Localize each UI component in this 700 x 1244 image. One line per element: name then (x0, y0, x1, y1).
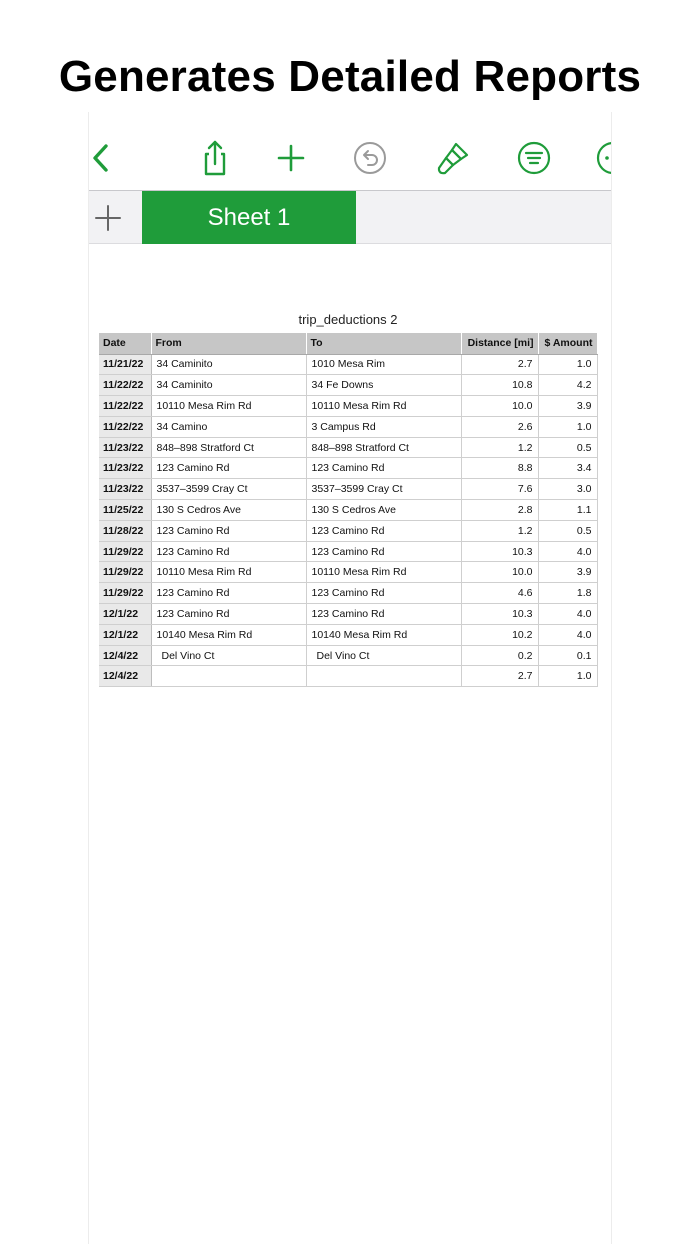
cell-distance[interactable]: 2.8 (461, 500, 538, 521)
cell-from[interactable]: 123 Camino Rd (151, 520, 306, 541)
cell-from[interactable]: 130 S Cedros Ave (151, 500, 306, 521)
header-date[interactable]: Date (99, 333, 151, 354)
cell-date[interactable]: 11/23/22 (99, 458, 151, 479)
cell-amount[interactable]: 4.0 (538, 604, 597, 625)
table-row (99, 562, 597, 583)
table-row (99, 583, 597, 604)
cell-from[interactable]: 10140 Mesa Rim Rd (151, 624, 306, 645)
cell-date[interactable]: 11/22/22 (99, 375, 151, 396)
cell-amount[interactable]: 1.8 (538, 583, 597, 604)
cell-to[interactable]: 34 Fe Downs (306, 375, 461, 396)
table-row (99, 666, 597, 687)
table-row (99, 541, 597, 562)
cell-date[interactable]: 11/29/22 (99, 541, 151, 562)
cell-amount[interactable]: 3.9 (538, 396, 597, 417)
cell-from[interactable] (151, 666, 306, 687)
share-icon (195, 138, 235, 178)
cell-to[interactable]: 1010 Mesa Rim (306, 354, 461, 375)
cell-date[interactable]: 11/25/22 (99, 500, 151, 521)
more-icon (593, 138, 612, 178)
cell-date[interactable]: 12/1/22 (99, 604, 151, 625)
cell-to[interactable]: 123 Camino Rd (306, 541, 461, 562)
organize-icon (514, 138, 554, 178)
cell-distance[interactable]: 10.3 (461, 541, 538, 562)
sheet-tab-bar (89, 190, 612, 244)
table-row (99, 375, 597, 396)
cell-date[interactable]: 11/28/22 (99, 520, 151, 541)
cell-distance[interactable]: 10.0 (461, 396, 538, 417)
cell-date[interactable]: 12/1/22 (99, 624, 151, 645)
table-row (99, 604, 597, 625)
cell-date[interactable]: 11/29/22 (99, 562, 151, 583)
table-row (99, 354, 597, 375)
format-button[interactable] (433, 138, 473, 178)
cell-distance[interactable]: 8.8 (461, 458, 538, 479)
cell-amount[interactable]: 3.0 (538, 479, 597, 500)
format-brush-icon (433, 138, 473, 178)
cell-date[interactable]: 12/4/22 (99, 666, 151, 687)
cell-date[interactable]: 11/29/22 (99, 583, 151, 604)
cell-to[interactable]: 10110 Mesa Rim Rd (306, 562, 461, 583)
cell-amount[interactable]: 4.0 (538, 624, 597, 645)
header-to[interactable]: To (306, 333, 461, 354)
cell-date[interactable]: 11/23/22 (99, 479, 151, 500)
cell-from[interactable]: 123 Camino Rd (151, 604, 306, 625)
cell-to[interactable]: Del Vino Ct (306, 645, 461, 666)
cell-to[interactable]: 123 Camino Rd (306, 458, 461, 479)
cell-from[interactable]: 10110 Mesa Rim Rd (151, 396, 306, 417)
cell-to[interactable]: 123 Camino Rd (306, 604, 461, 625)
undo-button[interactable] (350, 138, 390, 178)
more-button[interactable] (593, 138, 612, 178)
toolbar (89, 112, 612, 190)
cell-to[interactable]: 10140 Mesa Rim Rd (306, 624, 461, 645)
cell-date[interactable]: 11/22/22 (99, 416, 151, 437)
organize-button[interactable] (514, 138, 554, 178)
cell-distance[interactable]: 10.2 (461, 624, 538, 645)
cell-from[interactable]: 123 Camino Rd (151, 583, 306, 604)
data-table (99, 333, 598, 687)
cell-from[interactable]: 34 Caminito (151, 375, 306, 396)
table-header-row (99, 333, 597, 354)
cell-from[interactable]: 10110 Mesa Rim Rd (151, 562, 306, 583)
cell-from[interactable]: 123 Camino Rd (151, 458, 306, 479)
table-row (99, 645, 597, 666)
cell-amount[interactable]: 3.4 (538, 458, 597, 479)
cell-distance[interactable]: 10.0 (461, 562, 538, 583)
share-button[interactable] (195, 138, 235, 178)
back-icon (88, 138, 125, 178)
cell-distance[interactable]: 7.6 (461, 479, 538, 500)
cell-distance[interactable]: 1.2 (461, 437, 538, 458)
cell-to[interactable]: 3537–3599 Cray Ct (306, 479, 461, 500)
add-sheet-button[interactable] (89, 191, 129, 245)
cell-to[interactable]: 123 Camino Rd (306, 520, 461, 541)
back-button[interactable] (88, 138, 125, 178)
add-button[interactable] (271, 138, 311, 178)
cell-amount[interactable]: 1.0 (538, 416, 597, 437)
cell-distance[interactable]: 10.3 (461, 604, 538, 625)
cell-to[interactable]: 848–898 Stratford Ct (306, 437, 461, 458)
table-row (99, 520, 597, 541)
cell-distance[interactable]: 2.7 (461, 666, 538, 687)
cell-date[interactable]: 12/4/22 (99, 645, 151, 666)
cell-to[interactable]: 130 S Cedros Ave (306, 500, 461, 521)
cell-from[interactable]: 848–898 Stratford Ct (151, 437, 306, 458)
table-row (99, 437, 597, 458)
app-window (88, 112, 612, 1244)
plus-icon (89, 191, 129, 245)
cell-to[interactable]: 3 Campus Rd (306, 416, 461, 437)
table-row (99, 458, 597, 479)
cell-to[interactable] (306, 666, 461, 687)
cell-distance[interactable]: 2.6 (461, 416, 538, 437)
cell-to[interactable]: 10110 Mesa Rim Rd (306, 396, 461, 417)
cell-distance[interactable]: 0.2 (461, 645, 538, 666)
cell-from[interactable]: Del Vino Ct (151, 645, 306, 666)
table-row (99, 416, 597, 437)
cell-amount[interactable]: 4.2 (538, 375, 597, 396)
page-headline: Generates Detailed Reports (58, 52, 642, 101)
cell-amount[interactable]: 1.0 (538, 354, 597, 375)
table-row (99, 500, 597, 521)
cell-date[interactable]: 11/21/22 (99, 354, 151, 375)
cell-distance[interactable]: 2.7 (461, 354, 538, 375)
cell-distance[interactable]: 1.2 (461, 520, 538, 541)
cell-from[interactable]: 34 Camino (151, 416, 306, 437)
cell-amount[interactable]: 3.9 (538, 562, 597, 583)
cell-amount[interactable]: 0.1 (538, 645, 597, 666)
cell-amount[interactable]: 1.1 (538, 500, 597, 521)
cell-from[interactable]: 34 Caminito (151, 354, 306, 375)
cell-amount[interactable]: 0.5 (538, 520, 597, 541)
cell-date[interactable]: 11/23/22 (99, 437, 151, 458)
header-amount[interactable]: $ Amount (538, 333, 597, 354)
table-title: trip_deductions 2 (298, 312, 398, 327)
cell-to[interactable]: 123 Camino Rd (306, 583, 461, 604)
cell-from[interactable]: 3537–3599 Cray Ct (151, 479, 306, 500)
cell-amount[interactable]: 1.0 (538, 666, 597, 687)
cell-from[interactable]: 123 Camino Rd (151, 541, 306, 562)
cell-amount[interactable]: 4.0 (538, 541, 597, 562)
cell-distance[interactable]: 10.8 (461, 375, 538, 396)
header-distance[interactable]: Distance [mi] (461, 333, 538, 354)
table-row (99, 479, 597, 500)
tab-sheet-1[interactable]: Sheet 1 (142, 191, 356, 244)
cell-amount[interactable]: 0.5 (538, 437, 597, 458)
header-from[interactable]: From (151, 333, 306, 354)
add-icon (271, 138, 311, 178)
undo-icon (350, 138, 390, 178)
table-row (99, 396, 597, 417)
cell-date[interactable]: 11/22/22 (99, 396, 151, 417)
cell-distance[interactable]: 4.6 (461, 583, 538, 604)
table-row (99, 624, 597, 645)
